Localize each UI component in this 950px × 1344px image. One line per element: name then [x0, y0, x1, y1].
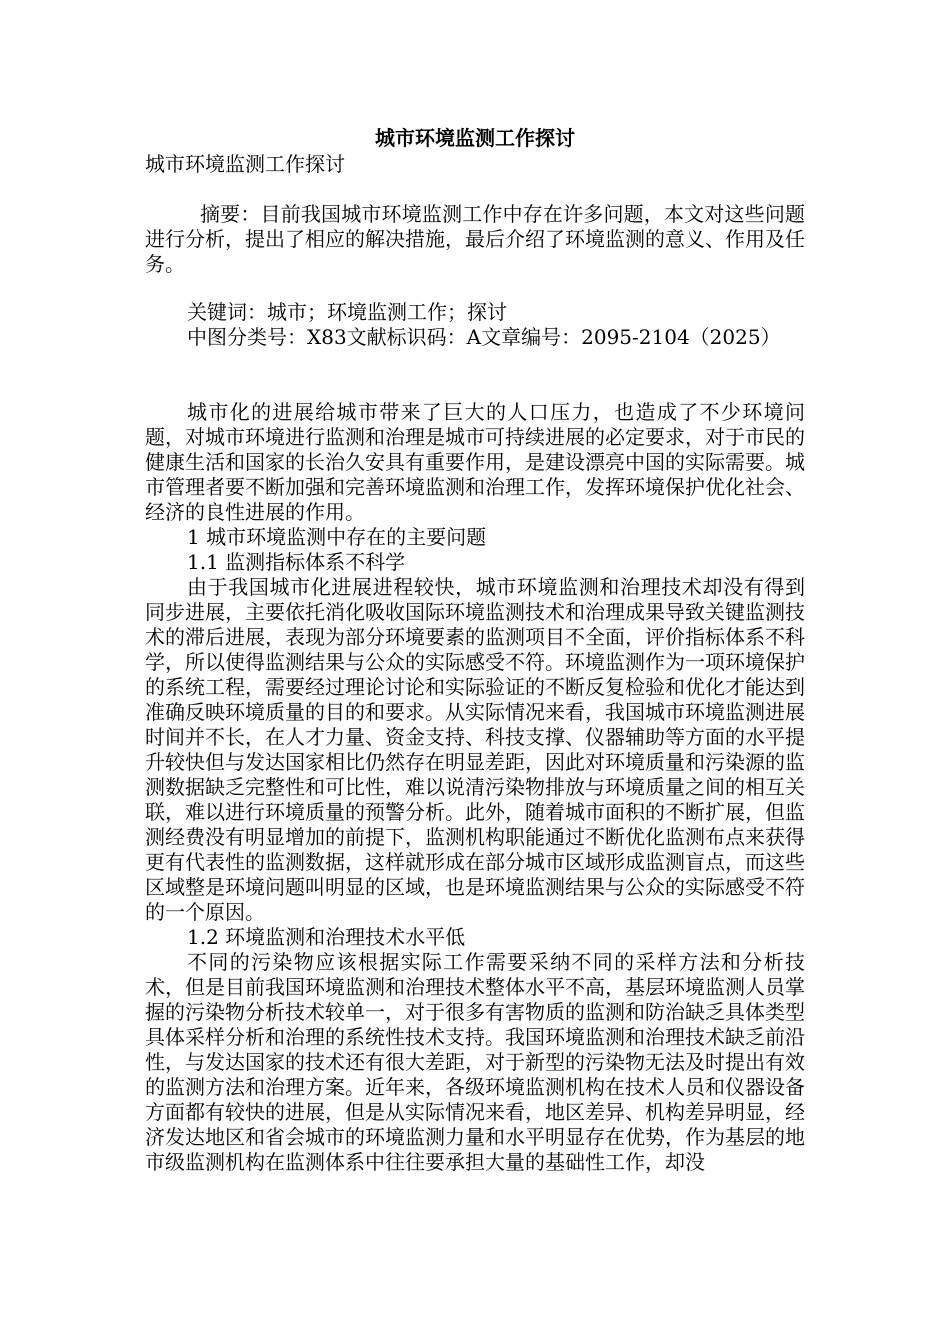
abstract: 摘要：目前我国城市环境监测工作中存在许多问题，本文对这些问题进行分析，提出了相应的解决措施，最后介绍了环境监测的意义、作用及任务。 [145, 202, 805, 276]
intro-paragraph: 城市化的进展给城市带来了巨大的人口压力，也造成了不少环境问题，对城市环境进行监测和治理是城市可持续进展的必定要求，对于市民的健康生活和国家的长治久安具有重要作用，是建设漂亮中国的实际需要。城市管理者要不断加强和完善环境监测和治理工作，发挥环境保护优化社会、经济的良性进展的作用。 [145, 400, 805, 524]
body-text [145, 400, 805, 1175]
keywords: 关键词：城市；环境监测工作；探讨 [187, 300, 507, 324]
document-subtitle: 城市环境监测工作探讨 [145, 152, 345, 176]
section-1-2-paragraph: 不同的污染物应该根据实际工作需要采纳不同的采样方法和分析技术，但是目前我国环境监测和治理技术整体水平不高，基层环境监测人员掌握的污染物分析技术较单一，对于很多有害物质的监测和防治缺乏具体类型具体采样分析和治理的系统性技术支持。我国环境监测和治理技术缺乏前沿性，与发达国家的技术还有很大差距，对于新型的污染物无法及时提出有效的监测方法和治理方案。近年来，各级环境监测机构在技术人员和仪器设备方面都有较快的进展，但是从实际情况来看，地区差异、机构差异明显，经济发达地区和省会城市的环境监测力量和水平明显存在优势，作为基层的地市级监测机构在监测体系中往往要承担大量的基础性工作，却没 [145, 950, 805, 1174]
section-heading-1-1: 1.1 监测指标体系不科学 [187, 550, 406, 574]
section-heading-1: 1 城市环境监测中存在的主要问题 [187, 525, 487, 549]
document-title: 城市环境监测工作探讨 [375, 126, 575, 150]
section-1-1-paragraph: 由于我国城市化进展进程较快，城市环境监测和治理技术却没有得到同步进展，主要依托消化吸收国际环境监测技术和治理成果导致关键监测技术的滞后进展，表现为部分环境要素的监测项目不全面，评价指标体系不科学，所以使得监测结果与公众的实际感受不符。环境监测作为一项环境保护的系统工程，需要经过理论讨论和实际验证的不断反复检验和优化才能达到准确反映环境质量的目的和要求。从实际情况来看，我国城市环境监测进展时间并不长，在人才力量、资金支持、科技支撑、仪器辅助等方面的水平提升较快但与发达国家相比仍然存在明显差距，因此对环境质量和污染源的监测数据缺乏完整性和可比性，难以说清污染物排放与环境质量之间的相互关联，难以进行环境质量的预警分析。此外，随着城市面积的不断扩展，但监测经费没有明显增加的前提下，监测机构职能通过不断优化监测布点来获得更有代表性的监测数据，这样就形成在部分城市区域形成监测盲点，而这些区域整是环境问题叫明显的区域，也是环境监测结果与公众的实际感受不符的一个原因。 [145, 575, 805, 924]
section-heading-1-2: 1.2 环境监测和治理技术水平低 [187, 925, 466, 949]
classification-info: 中图分类号：X83文献标识码：A文章编号：2095-2104（2025） [187, 325, 781, 349]
